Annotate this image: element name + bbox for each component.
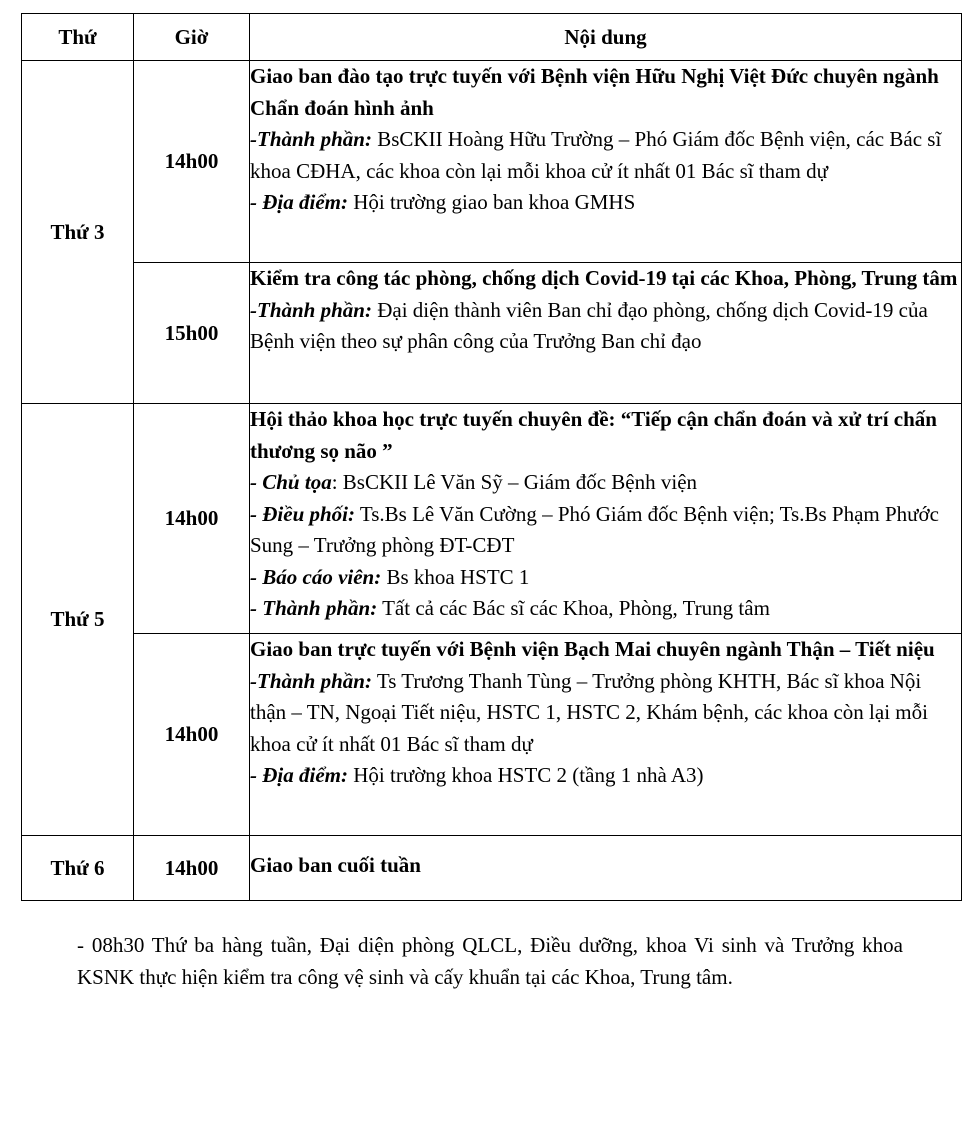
detail-line [250,187,961,219]
content-cell [250,634,962,836]
schedule-table [21,13,962,901]
table-row [22,836,962,901]
footnote: - 08h30 Thứ ba hàng tuần, Đại diện phòng QLCL, Điều dưỡng, khoa Vi sinh và Trưởng khoa KSNK thực hiện kiểm tra công vệ sinh và cấy khuẩn tại các Khoa, Trung tâm. [77,933,903,989]
detail-text: Ts Trương Thanh Tùng – Trưởng phòng KHTH, Bác sĩ khoa Nội thận – TN, Ngoại Tiết niệu, HSTC 1, HSTC 2, Khám bệnh, các khoa còn lại mỗi khoa cử ít nhất 01 Bác sĩ tham dự [250,668,928,756]
detail-text: Ts.Bs Lê Văn Cường – Phó Giám đốc Bệnh viện; Ts.Bs Phạm Phước Sung – Trưởng phòng ĐT-CĐT [250,501,939,557]
header-content: Nội dung [250,14,962,61]
detail-label: - Địa điểm: [250,763,348,787]
detail-label: - Chủ tọa [250,470,332,494]
content-cell [250,836,962,901]
time-cell: 14h00 [134,836,250,901]
table-row [22,404,962,634]
detail-text: Tất cả các Bác sĩ các Khoa, Phòng, Trung tâm [377,596,770,620]
table-row [22,263,962,404]
content-cell [250,263,962,404]
day-cell: Thứ 3 [22,61,134,404]
session-title: Hội thảo khoa học trực tuyến chuyên đề: “Tiếp cận chẩn đoán và xử trí chấn thương sọ não ” [250,407,937,463]
detail-line [250,467,961,499]
time-cell: 14h00 [134,634,250,836]
detail-label: -Thành phần: [250,297,372,322]
session-title: Giao ban trực tuyến với Bệnh viện Bạch Mai chuyên ngành Thận – Tiết niệu [250,637,935,661]
detail-line [250,295,961,358]
header-time: Giờ [134,14,250,61]
time-cell: 15h00 [134,263,250,404]
detail-text: Đại diện thành viên Ban chỉ đạo phòng, chống dịch Covid-19 của Bệnh viện theo sự phân công của Trưởng Ban chỉ đạo [250,297,928,353]
detail-line [250,562,961,594]
day-cell: Thứ 6 [22,836,134,901]
detail-label: - Thành phần: [250,596,378,620]
content-cell [250,61,962,263]
detail-line [250,593,961,625]
detail-line [250,124,961,187]
table-row [22,61,962,263]
detail-line [250,499,961,562]
time-cell: 14h00 [134,61,250,263]
detail-label: -Thành phần: [250,668,372,693]
detail-text: Hội trường giao ban khoa GMHS [347,190,636,214]
detail-label: -Thành phần: [250,127,372,151]
session-title: Kiểm tra công tác phòng, chống dịch Covid-19 tại các Khoa, Phòng, Trung tâm [250,266,958,290]
detail-line [250,760,961,792]
detail-text: Hội trường khoa HSTC 2 (tầng 1 nhà A3) [347,763,704,787]
header-day: Thứ [22,14,134,61]
session-title: Giao ban cuối tuần [250,853,421,878]
header-row [22,14,962,61]
time-cell: 14h00 [134,404,250,634]
day-cell: Thứ 5 [22,404,134,836]
detail-text: BsCKII Hoàng Hữu Trường – Phó Giám đốc Bệnh viện, các Bác sĩ khoa CĐHA, các khoa còn lại mỗi khoa cử ít nhất 01 Bác sĩ tham dự [250,127,942,183]
detail-label: - Địa điểm: [250,190,348,214]
table-row [22,634,962,836]
detail-text: : BsCKII Lê Văn Sỹ – Giám đốc Bệnh viện [331,470,698,494]
detail-label: - Điều phối: [250,501,355,526]
detail-text: Bs khoa HSTC 1 [381,564,530,589]
content-cell [250,404,962,634]
session-title: Giao ban đào tạo trực tuyến với Bệnh viện Hữu Nghị Việt Đức chuyên ngành Chẩn đoán hình ảnh [250,64,939,120]
detail-line [250,666,961,761]
detail-label: - Báo cáo viên: [250,564,382,589]
